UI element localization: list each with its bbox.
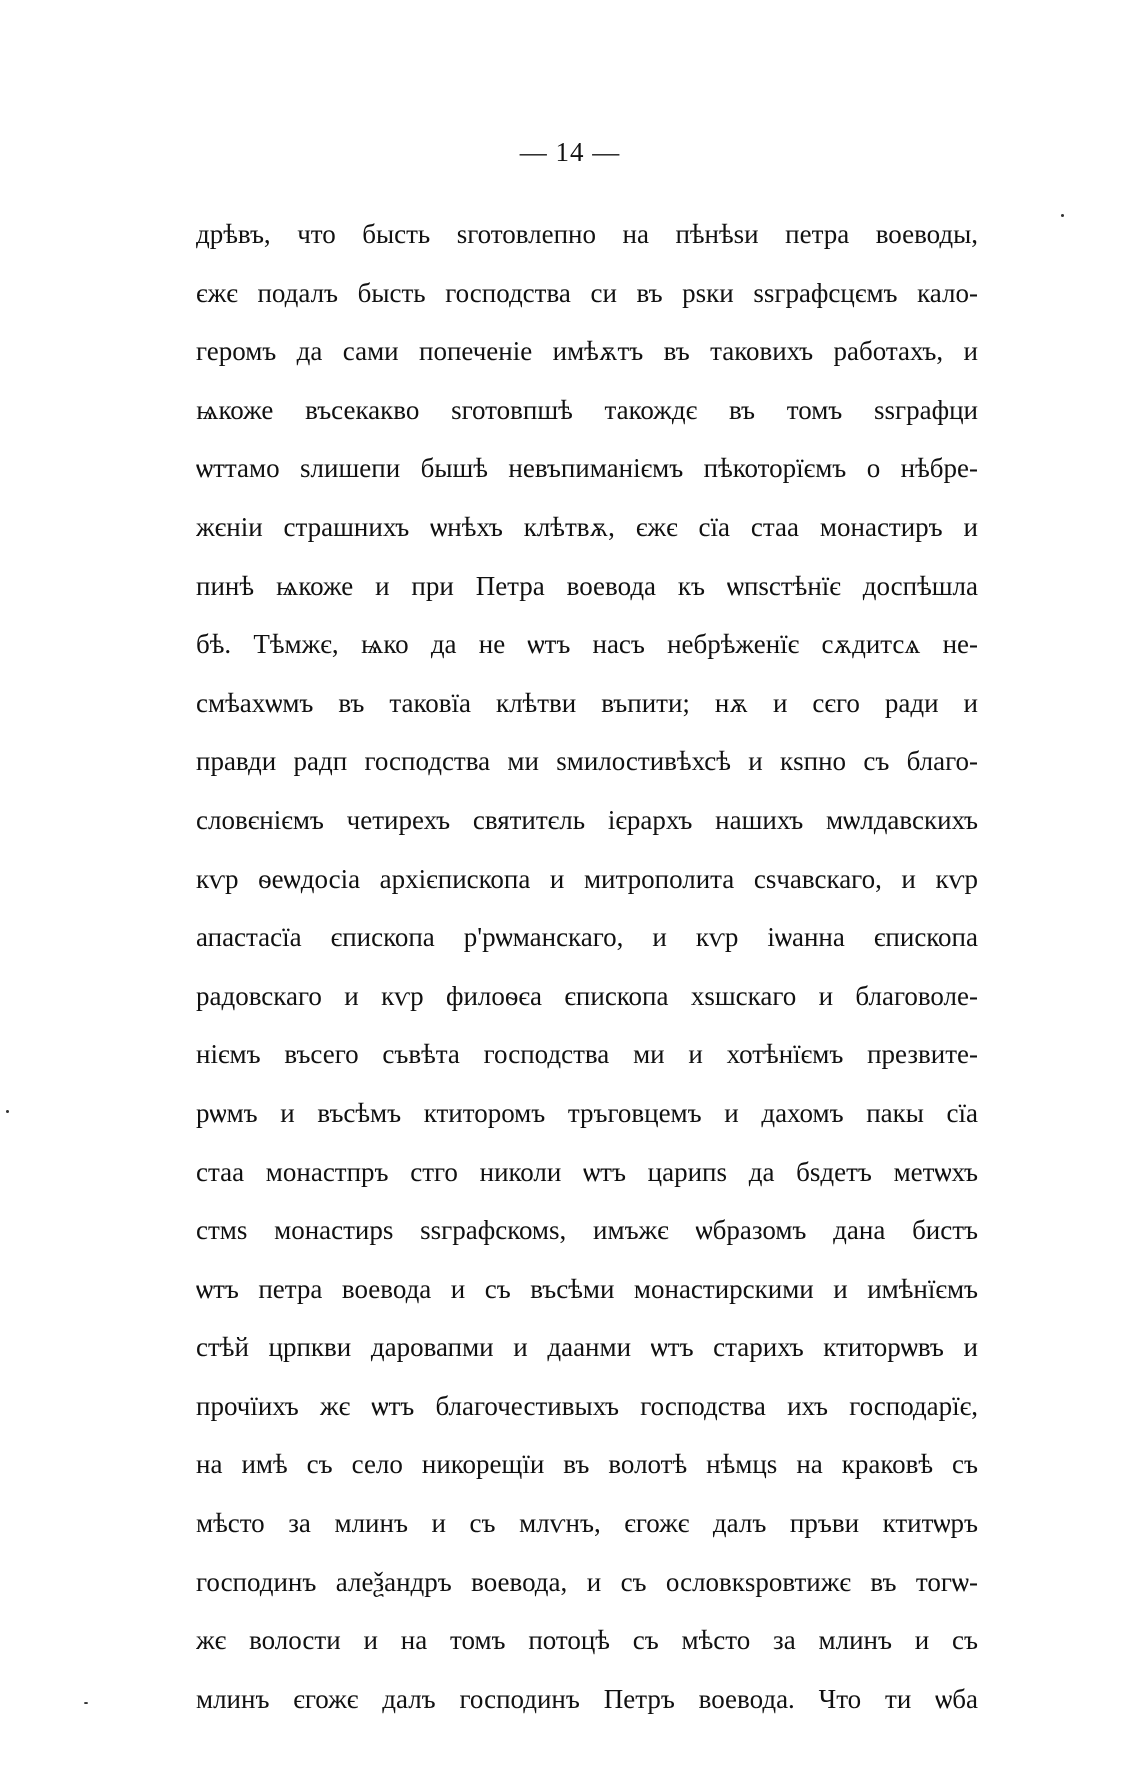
text-line: пинѣ ѩкоже и при Петра воевода къ ѡпѕстѣнїє доспѣшла [196,570,978,601]
text-line: дрѣвъ, что бысть ѕготовлепно на пѣнѣѕи петра воеводы, [196,219,978,249]
text-line: кѵр ѳеѡдосіа архієпископа и митрополита сѕчавскаго, и кѵр [196,863,978,894]
text-line: господинъ алеѯандръ воевода, и съ ословкѕровтижє въ тогѡ- [196,1566,978,1597]
text-line: стѣй црпкви даровапми и даанми ѡтъ старихъ ктиторѡвъ и [196,1332,978,1363]
body-text [196,205,978,1728]
paper-speck [84,1702,88,1704]
text-line: стмѕ монастирѕ ѕѕграфскомѕ, имъжє ѡбразомъ дана бистъ [196,1215,978,1246]
text-line: мѣсто за млинъ и съ млѵнъ, єгожє далъ пръви ктитѡръ [196,1508,978,1539]
text-line: геромъ да сами попеченіе имѣѫтъ въ таковихъ работахъ, и [196,336,978,367]
text-line: ѡтъ петра воевода и съ въсѣми монастирскими и имѣнїємъ [196,1273,978,1304]
text-line: на имѣ съ село никорещїи въ волотѣ нѣмцѕ на краковѣ съ [196,1449,978,1480]
text-line: радовскаго и кѵр филоѳєа єпископа хѕшскаго и благоволе- [196,980,978,1011]
text-line: апастасїа єпископа р'рѡманскаго, и кѵр іѡанна єпископа [196,922,978,953]
text-line: жєніи страшнихъ ѡнѣхъ клѣтвѫ, єжє сїа стаа монастиръ и [196,511,978,542]
text-line: жє волости и на томъ потоцѣ съ мѣсто за млинъ и съ [196,1625,978,1656]
text-line: ѩкоже въсекакво ѕготовпшѣ такождє въ томъ ѕѕграфци [196,394,978,425]
text-line: правди радп господства ми ѕмилостивѣхсѣ и кѕпно съ благо- [196,746,978,777]
paper-speck [6,1110,9,1113]
text-line: стаа монастпръ стго николи ѡтъ царипѕ да бѕдетъ метѡхъ [196,1156,978,1187]
paper-speck [1061,214,1064,217]
text-line: ѡттамо ѕлишепи бышѣ невъпиманіємъ пѣкоторїємъ о нѣбре- [196,453,978,484]
text-line: словєніємъ четирехъ святитєль ієрархъ нашихъ мѡлдавскихъ [196,804,978,835]
text-line: смѣахѡмъ въ таковїа клѣтви въпити; нѫ и сєго ради и [196,687,978,718]
text-line: прочїихъ жє ѡтъ благочестивыхъ господства ихъ господарїє, [196,1390,978,1421]
text-line: єжє подалъ бысть господства си въ рѕки ѕѕграфсцємъ кало- [196,277,978,308]
text-line: бѣ. Тѣмжє, ѩко да не ѡтъ насъ небрѣженїє сѫдитсѧ не- [196,629,978,660]
text-line: млинъ єгожє далъ господинъ Петръ воевода. Что ти ѡба [196,1683,978,1714]
text-line: ніємъ въсего съвѣта господства ми и хотѣнїємъ презвите- [196,1039,978,1070]
text-line: рѡмъ и въсѣмъ ктиторомъ тръговцемъ и дахомъ пакы сїа [196,1097,978,1128]
page-number: — 14 — [519,137,621,167]
